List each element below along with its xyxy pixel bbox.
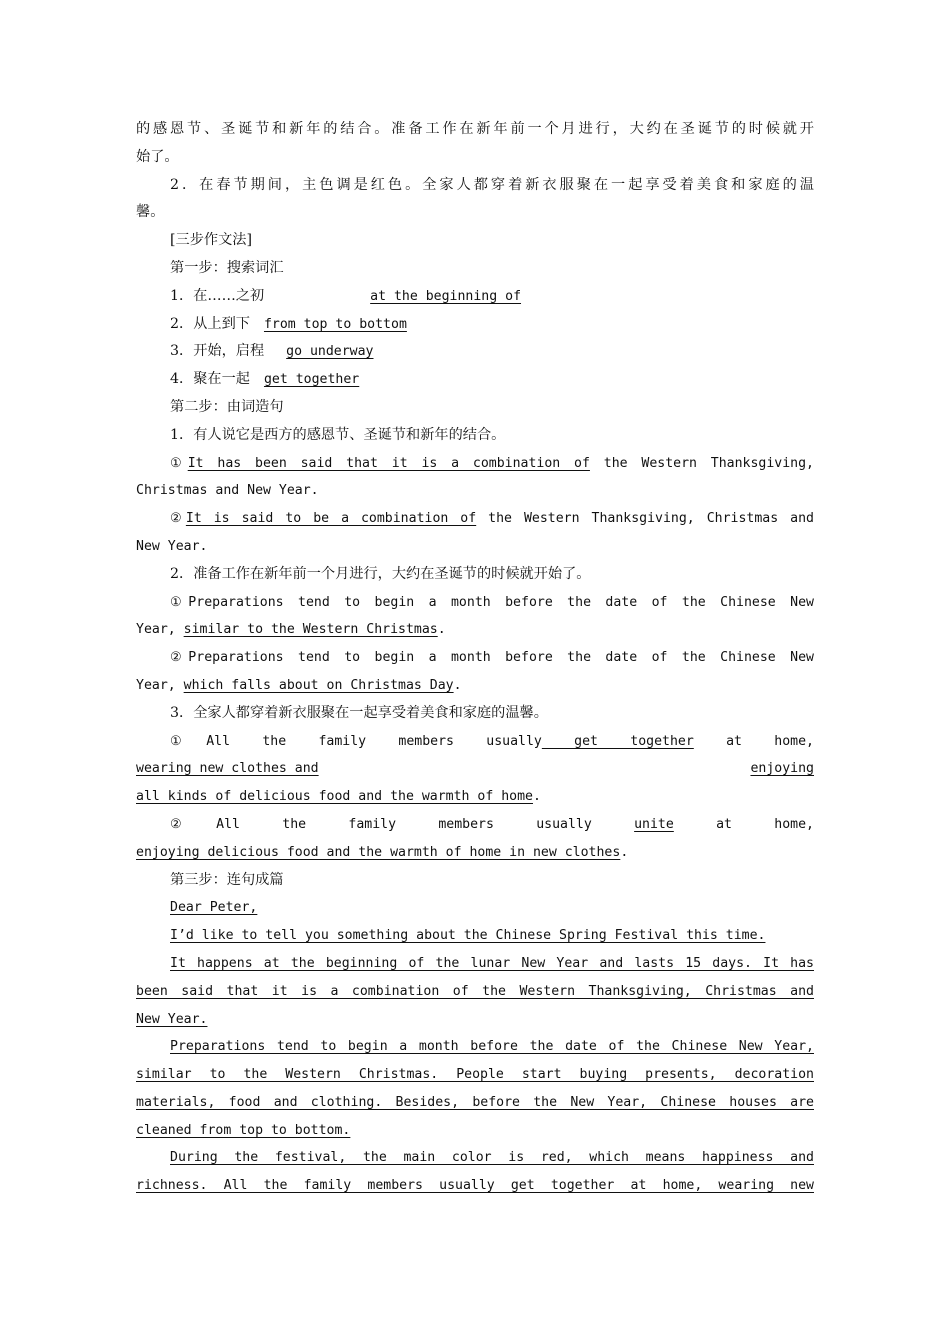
vocab-cn: 2．从上到下 [170, 315, 250, 332]
answer-2-2-cont: Year, which falls about on Christmas Day. [136, 677, 462, 693]
letter-paragraph-3: similar to the Western Christmas. People start buying presents, decoration [136, 1067, 814, 1083]
sentence-question-1: 1．有人说它是西方的感恩节、圣诞节和新年的结合。 [170, 426, 506, 443]
answer-underlined: enjoying delicious food and the warmth of home in new clothes [136, 844, 621, 860]
answer-underlined: enjoying [750, 761, 814, 777]
answer-underlined: similar to the Western Christmas [183, 622, 438, 638]
letter-greeting: Dear Peter, [170, 900, 258, 916]
vocab-en: get together [263, 372, 360, 388]
vocab-en: at the beginning of [370, 288, 522, 304]
answer-1-2-cont: New Year. [136, 538, 208, 554]
answer-3-1: ①All the family members usually get together at home, [170, 733, 814, 749]
step2-title: 第二步：由词造句 [170, 398, 284, 415]
answer-3-2-cont: enjoying delicious food and the warmth of home in new clothes. [136, 844, 629, 860]
letter-paragraph-2: New Year. [136, 1011, 208, 1027]
answer-underlined: which falls about on Christmas Day [183, 677, 454, 693]
answer-3-1-line2 [136, 755, 814, 783]
vocab-item [136, 338, 814, 366]
answer-underlined: get together [541, 733, 694, 749]
sentence-question-2: 2．准备工作在新年前一个月进行，大约在圣诞节的时候就开始了。 [170, 565, 591, 582]
intro-item-2-cont: 馨。 [136, 204, 165, 221]
answer-1-1-cont: Christmas and New Year. [136, 483, 319, 499]
vocab-item [136, 366, 814, 394]
vocab-item [136, 311, 814, 339]
step1-title: 第一步：搜索词汇 [170, 259, 284, 276]
vocab-en: from top to bottom [263, 316, 407, 332]
letter-paragraph-3: cleaned from top to bottom. [136, 1122, 351, 1138]
document-page [136, 116, 814, 1200]
letter-paragraph-4: During the festival, the main color is red, which means happiness and [170, 1150, 814, 1166]
answer-3-2: ②All the family members usually unite at home, [170, 816, 814, 832]
intro-line-2: 始了。 [136, 148, 179, 165]
letter-paragraph-3: materials, food and clothing. Besides, before the New Year, Chinese houses are [136, 1094, 814, 1110]
answer-underlined: unite [634, 816, 674, 832]
letter-paragraph-2: It happens at the beginning of the lunar New Year and lasts 15 days. It has [170, 955, 814, 971]
intro-line-1: 的感恩节、圣诞节和新年的结合。准备工作在新年前一个月进行，大约在圣诞节的时候就开 [136, 121, 814, 137]
letter-paragraph-1: I’d like to tell you something about the Chinese Spring Festival this time. [170, 928, 766, 944]
letter-paragraph-2: been said that it is a combination of the Western Thanksgiving, Christmas and [136, 983, 814, 999]
answer-1-1: ①It has been said that it is a combination of the Western Thanksgiving, [170, 455, 814, 471]
answer-1-2: ②It is said to be a combination of the Western Thanksgiving, Christmas and [170, 511, 814, 527]
letter-paragraph-3: Preparations tend to begin a month before the date of the Chinese New Year, [170, 1039, 814, 1055]
letter-paragraph-4: richness. All the family members usually get together at home, wearing new [136, 1178, 814, 1194]
vocab-item [136, 283, 814, 311]
method-title: [三步作文法] [170, 232, 253, 249]
answer-underlined: all kinds of delicious food and the warmth of home [136, 789, 533, 805]
sentence-question-3: 3．全家人都穿着新衣服聚在一起享受着美食和家庭的温馨。 [170, 704, 548, 721]
answer-2-2: ②Preparations tend to begin a month before the date of the Chinese New [170, 650, 814, 666]
vocab-cn: 3．开始，启程 [170, 343, 265, 360]
vocab-cn: 4．聚在一起 [170, 371, 250, 388]
vocab-en: go underway [286, 344, 374, 360]
step3-title: 第三步：连句成篇 [170, 871, 284, 888]
vocab-cn: 1．在……之初 [170, 287, 265, 304]
answer-underlined: It has been said that it is a combination of [187, 455, 590, 471]
answer-underlined: It is said to be a combination of [185, 511, 477, 527]
answer-underlined: wearing new clothes and [136, 761, 319, 777]
answer-2-1-cont: Year, similar to the Western Christmas. [136, 622, 446, 638]
answer-3-1-line3: all kinds of delicious food and the warmth of home. [136, 789, 541, 805]
intro-item-2: 2．在春节期间，主色调是红色。全家人都穿着新衣服聚在一起享受着美食和家庭的温 [170, 176, 814, 193]
answer-2-1: ①Preparations tend to begin a month before the date of the Chinese New [170, 594, 814, 610]
